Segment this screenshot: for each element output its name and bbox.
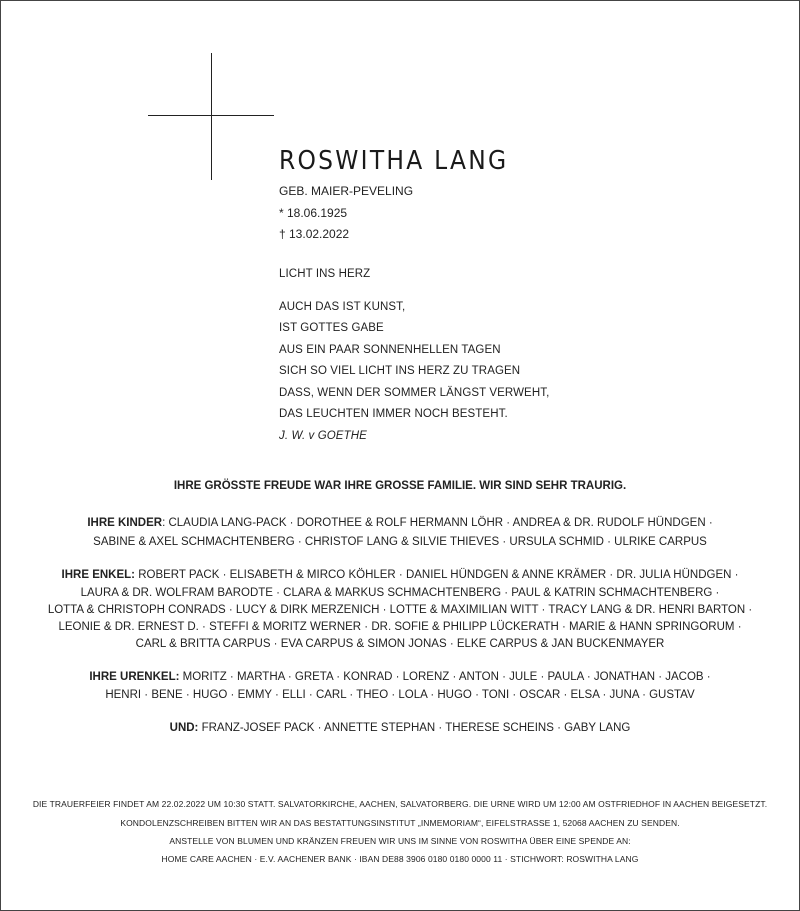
poem-line: DAS LEUCHTEN IMMER NOCH BESTEHT. [279, 408, 508, 420]
grandchildren-names: LOTTA & CHRISTOPH CONRADS · LUCY & DIRK MERZENICH · LOTTE & MAXIMILIAN WITT · TRACY LANG & DR. HENRI BARTON · [47, 604, 753, 616]
great-grandchildren-names: HENRI · BENE · HUGO · EMMY · ELLI · CARL · THEO · LOLA · HUGO · TONI · OSCAR · ELSA · JUNA · GUSTAV [105, 689, 695, 701]
grandchildren-names: CARL & BRITTA CARPUS · EVA CARPUS & SIMON JONAS · ELKE CARPUS & JAN BUCKENMAYER [135, 638, 665, 650]
great-grandchildren-label: IHRE URENKEL: [89, 671, 180, 683]
grandchildren-names: LAURA & DR. WOLFRAM BARODTE · CLARA & MARKUS SCHMACHTENBERG · PAUL & KATRIN SCHMACHTENBERG · [80, 587, 720, 599]
children-names: SABINE & AXEL SCHMACHTENBERG · CHRISTOF LANG & SILVIE THIEVES · URSULA SCHMID · ULRIKE CARPUS [93, 536, 707, 548]
grandchildren-label: IHRE ENKEL: [61, 569, 136, 581]
poem-line: IST GOTTES GABE [279, 322, 384, 334]
bank-info: HOME CARE AACHEN · E.V. AACHENER BANK · IBAN DE88 3906 0180 0180 0000 11 · STICHWORT: ROSWITHA LANG [161, 854, 639, 864]
others-label: UND: [169, 722, 199, 734]
cross-icon-horizontal [148, 115, 274, 116]
funeral-info: DIE TRAUERFEIER FINDET AM 22.02.2022 UM 10:30 STATT. SALVATORKIRCHE, AACHEN, SALVATORBERG. DIE URNE WIRD UM 12:00 AM OSTFRIEDHOF IN AACHEN BEIGESETZT. [32, 799, 768, 809]
deceased-name: ROSWITHA LANG [279, 146, 509, 176]
death-date: † 13.02.2022 [279, 227, 350, 241]
poem-author: J. W. v GOETHE [279, 430, 367, 442]
family-statement: IHRE GRÖSSTE FREUDE WAR IHRE GROSSE FAMILIE. WIR SIND SEHR TRAURIG. [173, 480, 627, 492]
poem-line: AUS EIN PAAR SONNENHELLEN TAGEN [279, 344, 501, 356]
children-label: IHRE KINDER [87, 517, 163, 529]
birth-name: GEB. MAIER-PEVELING [279, 184, 414, 198]
others-section [0, 722, 800, 734]
poem-line: DASS, WENN DER SOMMER LÄNGST VERWEHT, [279, 387, 550, 399]
poem-title: LICHT INS HERZ [279, 268, 371, 280]
children-names: : CLAUDIA LANG-PACK · DOROTHEE & ROLF HERMANN LÖHR · ANDREA & DR. RUDOLF HÜNDGEN · [162, 517, 713, 529]
grandchildren-names: LEONIE & DR. ERNEST D. · STEFFI & MORITZ WERNER · DR. SOFIE & PHILIPP LÜCKERATH · MARIE & HANN SPRINGORUM · [58, 621, 742, 633]
poem-line: SICH SO VIEL LICHT INS HERZ ZU TRAGEN [279, 365, 521, 377]
poem-line: AUCH DAS IST KUNST, [279, 301, 406, 313]
condolence-info: KONDOLENZSCHREIBEN BITTEN WIR AN DAS BESTATTUNGSINSTITUT „INMEMORIAM“, EIFELSTRASSE 1, 52068 AACHEN ZU SENDEN. [120, 818, 680, 828]
birth-date: * 18.06.1925 [279, 206, 348, 220]
donation-info: ANSTELLE VON BLUMEN UND KRÄNZEN FREUEN WIR UNS IM SINNE VON ROSWITHA ÜBER EINE SPENDE AN: [169, 836, 631, 846]
grandchildren-names: ROBERT PACK · ELISABETH & MIRCO KÖHLER · DANIEL HÜNDGEN & ANNE KRÄMER · DR. JULIA HÜNDGEN · [135, 569, 739, 581]
others-names: FRANZ-JOSEF PACK · ANNETTE STEPHAN · THERESE SCHEINS · GABY LANG [198, 722, 631, 734]
cross-icon-vertical [211, 53, 212, 180]
great-grandchildren-names: MORITZ · MARTHA · GRETA · KONRAD · LORENZ · ANTON · JULE · PAULA · JONATHAN · JACOB · [179, 671, 711, 683]
